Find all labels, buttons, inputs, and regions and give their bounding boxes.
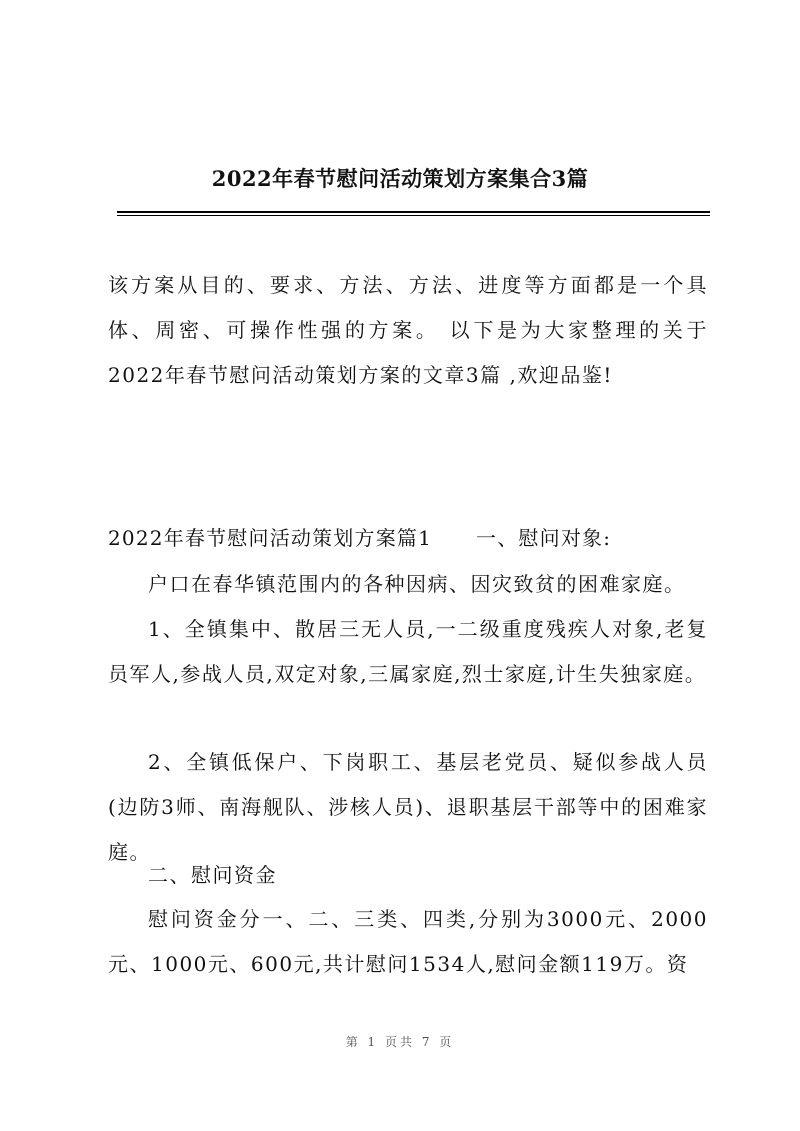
section-heading-line [108,516,708,561]
section-heading: 2022年春节慰问活动策划方案篇1 [108,526,433,550]
body-paragraph-4: 慰问资金分一、二、三类、四类,分别为3000元、2000元、1000元、600元,共计慰问1534人,慰问金额119万。资 [108,907,708,976]
page-footer: 第 1 页共 7 页 [345,1035,455,1049]
subsection-heading: 二、慰问资金 [148,863,277,887]
section-subheading: 一、慰问对象: [476,526,612,550]
document-title: 2022年春节慰问活动策划方案集合3篇 [211,166,589,191]
body-paragraph-1: 户口在春华镇范围内的各种因病、因灾致贫的困难家庭。 [148,572,686,596]
body-paragraph-2: 1、全镇集中、散居三无人员,一二级重度残疾人对象,老复员军人,参战人员,双定对象,三属家庭,烈士家庭,计生失独家庭。 [108,617,708,686]
title-underline-thin [117,215,710,216]
title-underline [117,211,710,213]
intro-paragraph: 该方案从目的、要求、方法、方法、进度等方面都是一个具体、周密、可操作性强的方案。 以下是为大家整理的关于2022年春节慰问活动策划方案的文章3篇 ,欢迎品鉴! [108,273,708,387]
body-paragraph-3: 2、全镇低保户、下岗职工、基层老党员、疑似参战人员(边防3师、南海舰队、涉核人员)、退职基层干部等中的困难家庭。 [108,750,708,864]
